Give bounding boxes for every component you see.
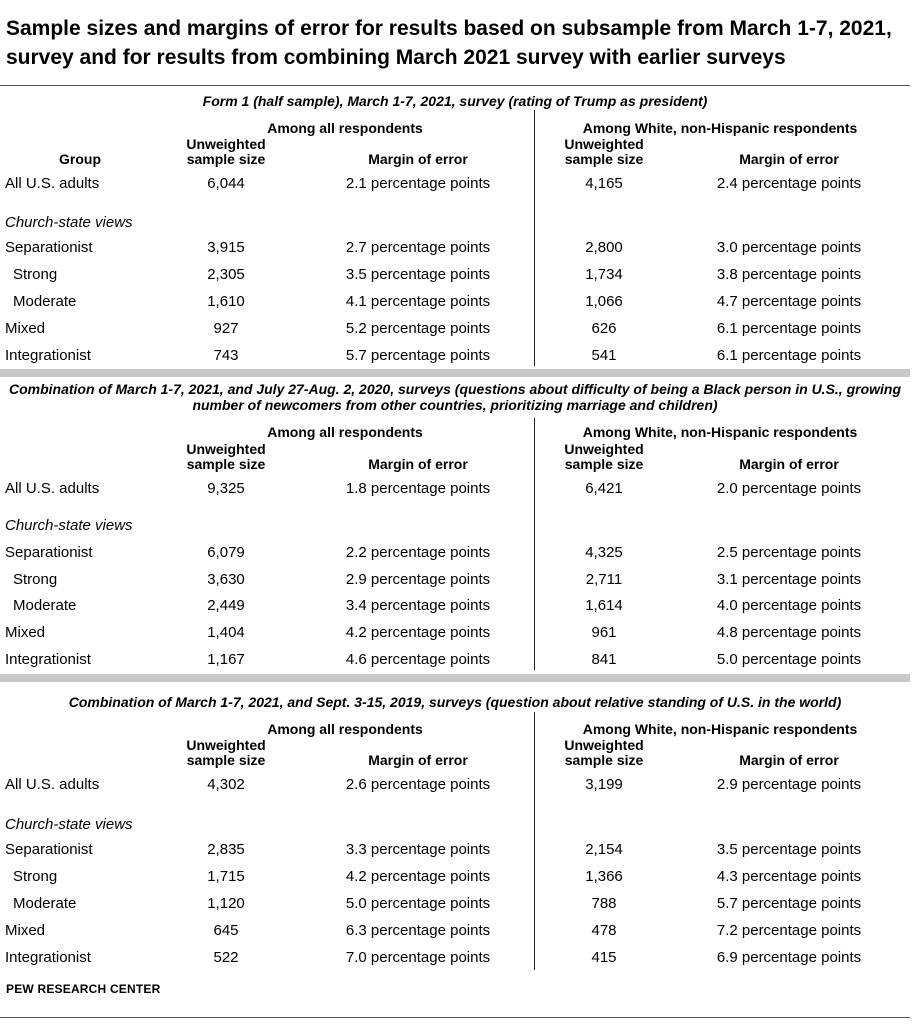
section-title: Combination of March 1-7, 2021, and Sept. 3-15, 2019, surveys (question about relative standing of U.S. in the world) xyxy=(68,694,842,710)
row-label: Strong xyxy=(13,266,58,283)
margin-of-error-white: 4.8 percentage points xyxy=(716,624,862,641)
top-rule xyxy=(0,85,910,86)
sample-size-white: 478 xyxy=(591,922,617,939)
category-row xyxy=(0,516,910,536)
row-label: All U.S. adults xyxy=(5,480,100,497)
sample-size-white: 4,325 xyxy=(585,544,623,561)
header-white-respondents: Among White, non-Hispanic respondents xyxy=(582,424,858,440)
sample-size-all: 4,302 xyxy=(207,776,245,793)
margin-of-error-all: 3.3 percentage points xyxy=(345,841,491,858)
sample-size-white: 1,614 xyxy=(585,597,623,614)
header-sample-size xyxy=(556,137,652,167)
margin-of-error-white: 4.0 percentage points xyxy=(716,597,862,614)
margin-of-error-white: 2.4 percentage points xyxy=(716,175,862,192)
sample-size-white: 1,734 xyxy=(585,266,623,283)
margin-of-error-white: 6.9 percentage points xyxy=(716,949,862,966)
table-row xyxy=(0,292,910,312)
table-row xyxy=(0,346,910,366)
header-sample-size-line2: sample size xyxy=(564,456,644,472)
sample-size-white: 1,366 xyxy=(585,868,623,885)
header-sample-size-line2: sample size xyxy=(564,752,644,768)
header-sample-size-line1: Unweighted xyxy=(186,737,266,753)
section-separator xyxy=(0,674,910,682)
margin-of-error-all: 7.0 percentage points xyxy=(345,949,491,966)
sample-size-all: 1,610 xyxy=(207,293,245,310)
header-margin-of-error: Margin of error xyxy=(368,752,468,768)
margin-of-error-white: 6.1 percentage points xyxy=(716,320,862,337)
margin-of-error-white: 7.2 percentage points xyxy=(716,922,862,939)
sample-size-white: 841 xyxy=(591,651,617,668)
sample-size-all: 6,044 xyxy=(207,175,245,192)
header-margin-of-error: Margin of error xyxy=(368,151,468,167)
sample-size-white: 415 xyxy=(591,949,617,966)
header-margin-of-error: Margin of error xyxy=(368,456,468,472)
header-sample-size-line1: Unweighted xyxy=(564,737,644,753)
margin-of-error-all: 5.7 percentage points xyxy=(345,347,491,364)
header-sample-size xyxy=(178,137,274,167)
row-label: All U.S. adults xyxy=(5,175,100,192)
sample-size-all: 3,915 xyxy=(207,239,245,256)
row-label: All U.S. adults xyxy=(5,776,100,793)
margin-of-error-all: 3.5 percentage points xyxy=(345,266,491,283)
margin-of-error-white: 3.0 percentage points xyxy=(716,239,862,256)
table-row xyxy=(0,265,910,285)
table-row xyxy=(0,650,910,670)
page-title: Sample sizes and margins of error for results based on subsample from March 1-7, 2021, survey and for results from combining March 2021 survey with earlier surveys xyxy=(6,17,892,69)
table-row xyxy=(0,894,910,914)
sample-size-all: 522 xyxy=(213,949,239,966)
header-sample-size-line1: Unweighted xyxy=(186,136,266,152)
header-sample-size xyxy=(556,738,652,768)
header-margin-of-error: Margin of error xyxy=(739,456,839,472)
header-sample-size xyxy=(178,738,274,768)
sample-size-all: 1,715 xyxy=(207,868,245,885)
bottom-rule xyxy=(0,1017,910,1018)
margin-of-error-all: 2.9 percentage points xyxy=(345,571,491,588)
row-label: Moderate xyxy=(13,895,77,912)
margin-of-error-white: 3.8 percentage points xyxy=(716,266,862,283)
header-group: Group xyxy=(59,151,101,167)
sample-size-white: 961 xyxy=(591,624,617,641)
row-label: Moderate xyxy=(13,293,77,310)
sample-size-all: 1,167 xyxy=(207,651,245,668)
table-row xyxy=(0,948,910,968)
margin-of-error-all: 4.2 percentage points xyxy=(345,868,491,885)
header-sample-size-line1: Unweighted xyxy=(186,441,266,457)
header-white-respondents: Among White, non-Hispanic respondents xyxy=(582,721,858,737)
margin-of-error-white: 4.3 percentage points xyxy=(716,868,862,885)
table-row xyxy=(0,867,910,887)
sample-size-all: 645 xyxy=(213,922,239,939)
margin-of-error-white: 6.1 percentage points xyxy=(716,347,862,364)
sample-size-white: 788 xyxy=(591,895,617,912)
sample-size-white: 541 xyxy=(591,347,617,364)
sample-size-all: 743 xyxy=(213,347,239,364)
header-all-respondents: Among all respondents xyxy=(267,424,423,440)
table-row xyxy=(0,623,910,643)
sample-size-all: 927 xyxy=(213,320,239,337)
header-all-respondents: Among all respondents xyxy=(267,721,423,737)
row-label: Mixed xyxy=(5,922,46,939)
margin-of-error-all: 5.0 percentage points xyxy=(345,895,491,912)
table-row xyxy=(0,840,910,860)
sample-size-all: 3,630 xyxy=(207,571,245,588)
header-margin-of-error: Margin of error xyxy=(739,151,839,167)
sample-size-white: 1,066 xyxy=(585,293,623,310)
header-all-respondents: Among all respondents xyxy=(267,120,423,136)
row-label: Strong xyxy=(13,571,58,588)
row-label: Separationist xyxy=(5,841,93,858)
margin-of-error-white: 5.7 percentage points xyxy=(716,895,862,912)
sample-size-white: 4,165 xyxy=(585,175,623,192)
table-row xyxy=(0,921,910,941)
table-row xyxy=(0,479,910,499)
margin-of-error-all: 2.6 percentage points xyxy=(345,776,491,793)
row-label: Church-state views xyxy=(5,816,133,833)
sample-size-all: 6,079 xyxy=(207,544,245,561)
header-sample-size-line1: Unweighted xyxy=(564,136,644,152)
sample-size-all: 1,120 xyxy=(207,895,245,912)
sample-size-white: 2,800 xyxy=(585,239,623,256)
margin-of-error-all: 3.4 percentage points xyxy=(345,597,491,614)
table-row xyxy=(0,775,910,795)
row-label: Separationist xyxy=(5,239,93,256)
margin-of-error-white: 3.5 percentage points xyxy=(716,841,862,858)
table-row xyxy=(0,570,910,590)
section-separator xyxy=(0,369,910,377)
row-label: Church-state views xyxy=(5,214,133,231)
sample-size-white: 6,421 xyxy=(585,480,623,497)
margin-of-error-all: 5.2 percentage points xyxy=(345,320,491,337)
row-label: Mixed xyxy=(5,624,46,641)
table-row xyxy=(0,174,910,194)
margin-of-error-white: 2.0 percentage points xyxy=(716,480,862,497)
sample-size-white: 3,199 xyxy=(585,776,623,793)
header-sample-size xyxy=(556,442,652,472)
row-label: Mixed xyxy=(5,320,46,337)
margin-of-error-all: 2.2 percentage points xyxy=(345,544,491,561)
header-sample-size-line2: sample size xyxy=(186,752,266,768)
row-label: Integrationist xyxy=(5,347,91,364)
header-sample-size-line2: sample size xyxy=(186,151,266,167)
margin-of-error-white: 4.7 percentage points xyxy=(716,293,862,310)
header-sample-size-line2: sample size xyxy=(186,456,266,472)
row-label: Strong xyxy=(13,868,58,885)
header-margin-of-error: Margin of error xyxy=(739,752,839,768)
table-row xyxy=(0,596,910,616)
header-sample-size-line1: Unweighted xyxy=(564,441,644,457)
category-row xyxy=(0,213,910,233)
category-row xyxy=(0,815,910,835)
row-label: Moderate xyxy=(13,597,77,614)
sample-size-all: 2,449 xyxy=(207,597,245,614)
sample-size-all: 2,835 xyxy=(207,841,245,858)
header-sample-size xyxy=(178,442,274,472)
margin-of-error-all: 4.6 percentage points xyxy=(345,651,491,668)
margin-of-error-all: 1.8 percentage points xyxy=(345,480,491,497)
sample-size-all: 1,404 xyxy=(207,624,245,641)
row-label: Integrationist xyxy=(5,651,91,668)
margin-of-error-white: 2.9 percentage points xyxy=(716,776,862,793)
margin-of-error-all: 4.1 percentage points xyxy=(345,293,491,310)
margin-of-error-all: 4.2 percentage points xyxy=(345,624,491,641)
section-title: Form 1 (half sample), March 1-7, 2021, survey (rating of Trump as president) xyxy=(202,93,708,109)
table-row xyxy=(0,238,910,258)
source-footer: PEW RESEARCH CENTER xyxy=(6,982,161,996)
margin-of-error-all: 2.1 percentage points xyxy=(345,175,491,192)
header-sample-size-line2: sample size xyxy=(564,151,644,167)
row-label: Separationist xyxy=(5,544,93,561)
margin-of-error-all: 6.3 percentage points xyxy=(345,922,491,939)
margin-of-error-white: 3.1 percentage points xyxy=(716,571,862,588)
table-row xyxy=(0,543,910,563)
section-title: Combination of March 1-7, 2021, and July 27-Aug. 2, 2020, surveys (questions about difficulty of being a Black person in U.S., growing number of newcomers from other countries, prioritizing marriage and children) xyxy=(8,381,902,413)
sample-size-white: 2,711 xyxy=(585,571,623,588)
margin-of-error-white: 2.5 percentage points xyxy=(716,544,862,561)
table-row xyxy=(0,319,910,339)
sample-size-all: 2,305 xyxy=(207,266,245,283)
sample-size-all: 9,325 xyxy=(207,480,245,497)
row-label: Church-state views xyxy=(5,517,133,534)
row-label: Integrationist xyxy=(5,949,91,966)
sample-size-white: 2,154 xyxy=(585,841,623,858)
sample-size-white: 626 xyxy=(591,320,617,337)
header-white-respondents: Among White, non-Hispanic respondents xyxy=(582,120,858,136)
margin-of-error-all: 2.7 percentage points xyxy=(345,239,491,256)
margin-of-error-white: 5.0 percentage points xyxy=(716,651,862,668)
